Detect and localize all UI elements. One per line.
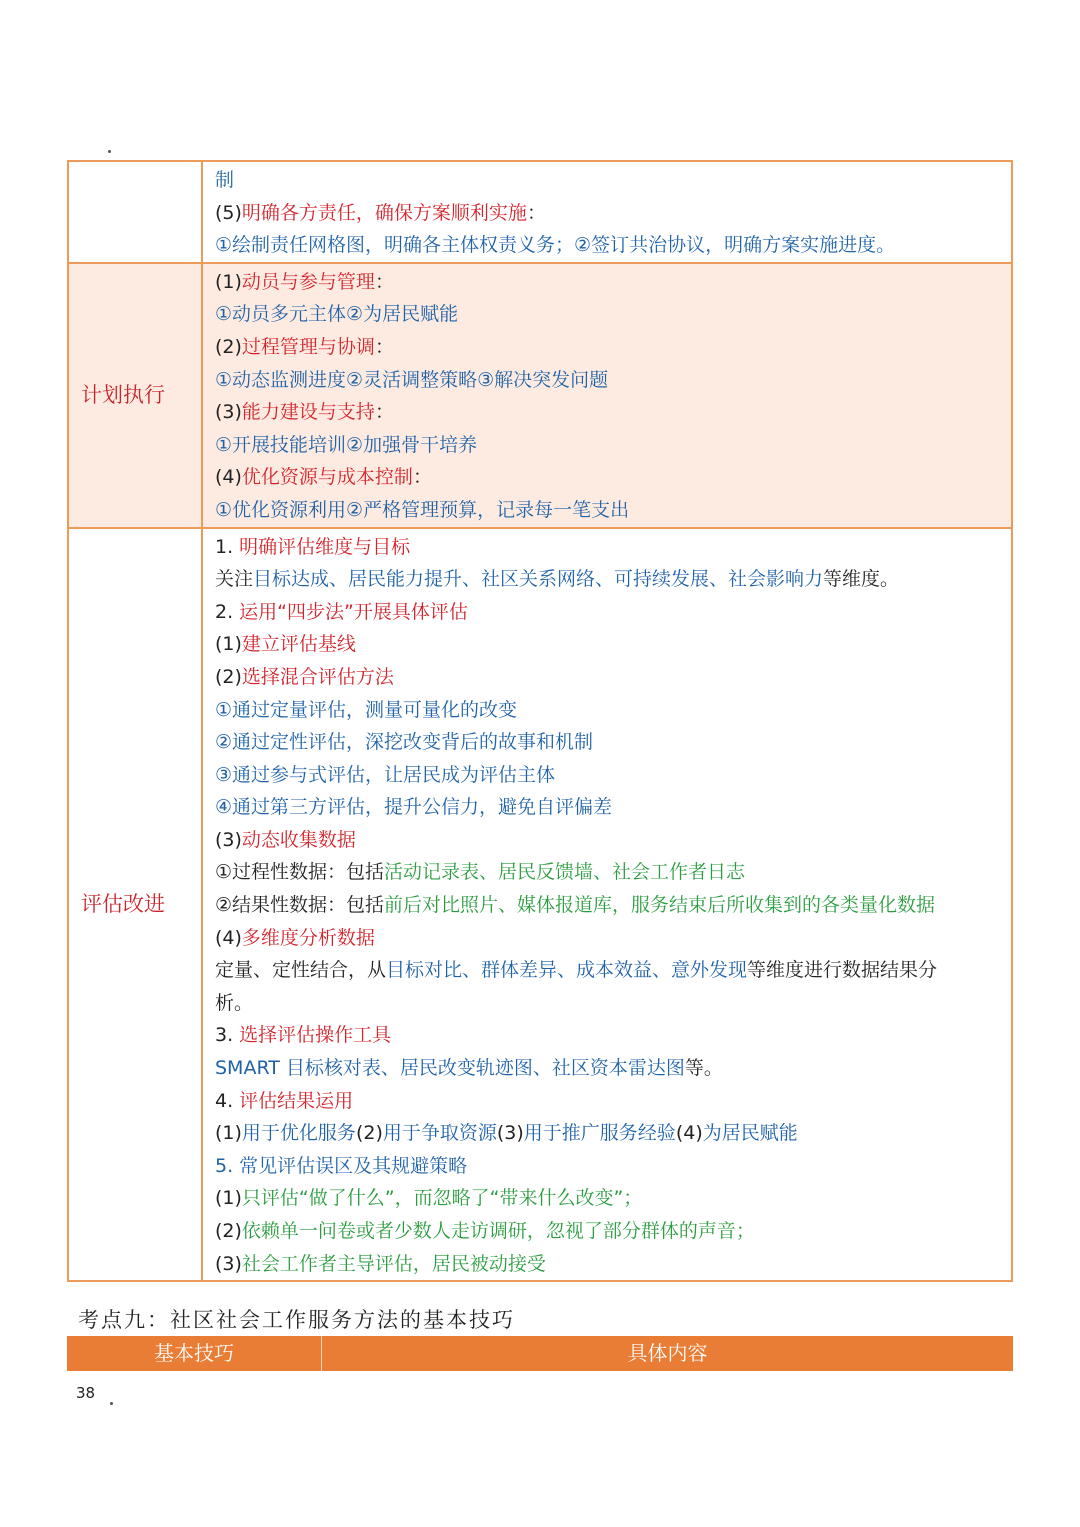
content-text: (3) — [215, 401, 242, 424]
table-row — [68, 528, 1012, 1282]
content-text: 等。 — [684, 1057, 723, 1080]
content-text: (3) — [215, 1252, 242, 1275]
content-text: 1. — [215, 535, 240, 558]
content-table — [67, 160, 1013, 1282]
content-line — [215, 824, 1003, 857]
content-line — [215, 1182, 1003, 1215]
content-text: 用于推广服务经验 — [523, 1122, 676, 1145]
content-text: ： — [374, 335, 394, 358]
content-line — [215, 229, 1003, 262]
content-text: 过程管理与协调 — [241, 335, 375, 358]
content-text: 活动记录表、居民反馈墙、社会工作者日志 — [384, 861, 746, 884]
content-line — [215, 429, 1003, 462]
content-text: ②结果性数据：包括 — [215, 894, 385, 917]
content-text: ： — [374, 401, 394, 424]
content-line — [215, 197, 1003, 230]
section-title: 考点九：社区社会工作服务方法的基本技巧 — [78, 1308, 515, 1332]
row-label-cell — [68, 528, 202, 1282]
content-line — [215, 164, 1003, 197]
content-text: 用于优化服务 — [241, 1122, 356, 1145]
content-text: ： — [412, 466, 432, 489]
content-line — [215, 759, 1003, 792]
content-text: ①开展技能培训②加强骨干培养 — [215, 433, 478, 456]
content-line — [215, 1085, 1003, 1118]
content-text: 用于争取资源 — [382, 1122, 497, 1145]
content-text: 只评估“做了什么”，而忽略了“带来什么改变”； — [241, 1187, 643, 1210]
row-label-cell — [68, 263, 202, 528]
content-line — [215, 531, 1003, 564]
content-text: 等维度进行数据结果分 — [747, 959, 938, 982]
content-text: 明确各方责任，确保方案顺利实施 — [241, 201, 527, 224]
content-line — [215, 987, 1003, 1020]
content-line — [215, 461, 1003, 494]
content-line — [215, 1150, 1003, 1183]
content-line — [215, 726, 1003, 759]
content-text: ①过程性数据：包括 — [215, 861, 385, 884]
content-text: (3) — [496, 1122, 524, 1145]
content-text: (1) — [215, 633, 242, 656]
content-text: 多维度分析数据 — [241, 926, 375, 949]
content-text: 社会工作者主导评估，居民被动接受 — [241, 1252, 546, 1275]
content-text: ①通过定量评估，测量可量化的改变 — [215, 698, 518, 721]
content-line — [215, 856, 1003, 889]
content-text: (2) — [215, 335, 242, 358]
table-row — [68, 161, 1012, 263]
content-text: (4) — [215, 466, 242, 489]
content-text: 选择评估操作工具 — [239, 1024, 392, 1047]
content-text: 评估结果运用 — [239, 1089, 354, 1112]
table-row — [68, 263, 1012, 528]
content-line — [215, 922, 1003, 955]
row-label: 评估改进 — [81, 891, 165, 916]
content-text: 目标对比、群体差异、成本效益、意外发现 — [386, 959, 748, 982]
content-text: (5) — [215, 201, 242, 224]
content-text: 4. — [215, 1089, 240, 1112]
content-text: 关注 — [215, 568, 254, 591]
content-line — [215, 661, 1003, 694]
content-text: 定量、定性结合，从 — [215, 959, 387, 982]
table-header-bar — [67, 1336, 1013, 1371]
content-text: 优化资源与成本控制 — [241, 466, 413, 489]
content-text: SMART 目标核对表、居民改变轨迹图、社区资本雷达图 — [215, 1057, 685, 1080]
content-text: 等维度。 — [823, 568, 900, 591]
content-line — [215, 331, 1003, 364]
row-content — [202, 528, 1012, 1282]
content-text: ： — [526, 201, 546, 224]
decorative-dot — [108, 150, 111, 153]
content-line — [215, 266, 1003, 299]
content-line — [215, 596, 1003, 629]
content-text: ①动员多元主体②为居民赋能 — [215, 303, 459, 326]
content-text: ②通过定性评估，深挖改变背后的故事和机制 — [215, 731, 594, 754]
content-text: ③通过参与式评估，让居民成为评估主体 — [215, 763, 556, 786]
content-text: 为居民赋能 — [702, 1122, 798, 1145]
content-line — [215, 1019, 1003, 1052]
content-text: 依赖单一问卷或者少数人走访调研，忽视了部分群体的声音； — [241, 1220, 755, 1242]
content-text: (1) — [215, 270, 242, 293]
content-text: 建立评估基线 — [241, 633, 356, 656]
content-text: 运用“四步法”开展具体评估 — [239, 600, 468, 623]
content-text: (4) — [675, 1122, 703, 1145]
content-text: ①绘制责任网格图，明确各主体权责义务；②签订共治协议，明确方案实施进度。 — [215, 234, 896, 257]
content-text: 制 — [215, 169, 235, 191]
content-text: (2) — [215, 665, 242, 688]
content-text: 前后对比照片、媒体报道库，服务结束后所收集到的各类量化数据 — [384, 894, 936, 917]
content-text: 能力建设与支持 — [241, 401, 375, 424]
content-line — [215, 1248, 1003, 1281]
content-line — [215, 364, 1003, 397]
content-line — [215, 791, 1003, 824]
content-line — [215, 1215, 1003, 1248]
content-text: 目标达成、居民能力提升、社区关系网络、可持续发展、社会影响力 — [253, 568, 824, 591]
content-text: 3. — [215, 1024, 240, 1047]
content-text: 析。 — [215, 991, 254, 1014]
content-text: (1) — [215, 1122, 242, 1145]
content-text: (1) — [215, 1187, 242, 1210]
header-col-content: 具体内容 — [627, 1341, 708, 1365]
page-number: 38 — [76, 1384, 96, 1402]
content-text: ④通过第三方评估，提升公信力，避免自评偏差 — [215, 796, 613, 819]
header-col-skill: 基本技巧 — [67, 1336, 322, 1371]
content-line — [215, 563, 1003, 596]
content-text: ①优化资源利用②严格管理预算，记录每一笔支出 — [215, 498, 630, 521]
content-line — [215, 954, 1003, 987]
content-text: ： — [374, 270, 394, 293]
content-line — [215, 396, 1003, 429]
row-content — [202, 263, 1012, 528]
content-text: (2) — [215, 1220, 242, 1242]
content-text: 明确评估维度与目标 — [239, 535, 411, 558]
content-line — [215, 889, 1003, 922]
content-text: 选择混合评估方法 — [241, 665, 394, 688]
content-text: (3) — [215, 828, 242, 851]
content-text: 5. 常见评估误区及其规避策略 — [215, 1154, 468, 1177]
content-text: (4) — [215, 926, 242, 949]
content-text: (2) — [355, 1122, 383, 1145]
content-line — [215, 628, 1003, 661]
content-line — [215, 694, 1003, 727]
content-text: 2. — [215, 600, 240, 623]
content-line — [215, 1117, 1003, 1150]
row-label-cell — [68, 161, 202, 263]
content-line — [215, 1052, 1003, 1085]
row-label: 计划执行 — [81, 382, 165, 407]
content-text: ①动态监测进度②灵活调整策略③解决突发问题 — [215, 368, 609, 391]
decorative-dot — [110, 1402, 113, 1405]
row-content — [202, 161, 1012, 263]
content-line — [215, 298, 1003, 331]
content-line — [215, 494, 1003, 527]
content-text: 动员与参与管理 — [241, 270, 375, 293]
content-text: 动态收集数据 — [241, 828, 356, 851]
